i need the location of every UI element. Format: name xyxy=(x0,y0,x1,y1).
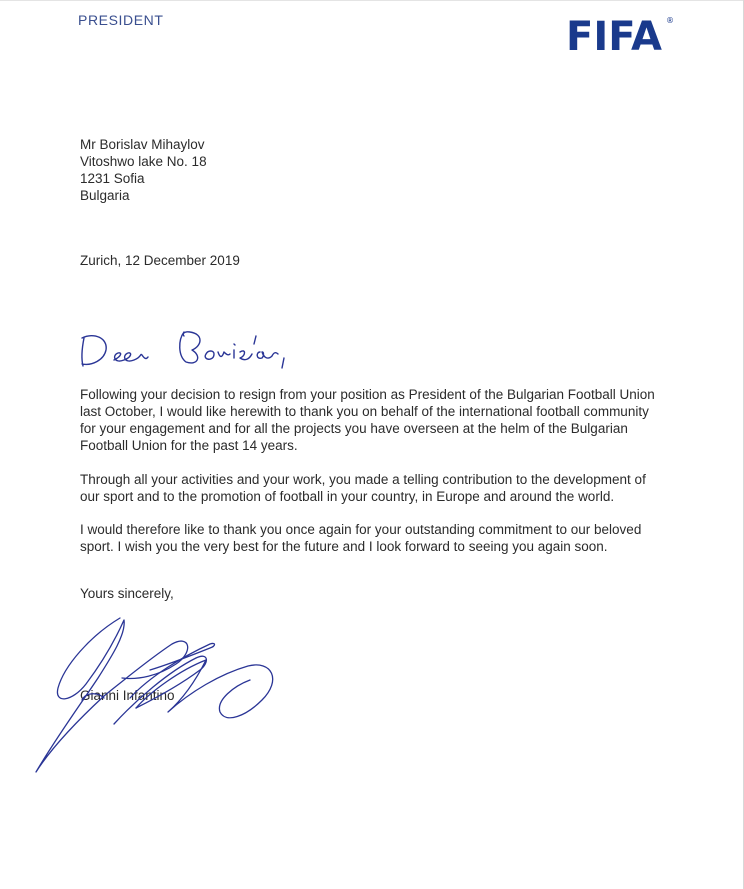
fifa-logo-text: FIFA xyxy=(566,14,662,53)
paragraph-line: sport. I wish you the very best for the future and I look forward to seeing you again soon. xyxy=(80,539,608,554)
fifa-logo xyxy=(566,13,676,58)
salutation-letter-d xyxy=(82,336,106,366)
date-line: Zurich, 12 December 2019 xyxy=(80,253,240,268)
salutation-letter-b xyxy=(180,332,200,363)
paragraph-1 xyxy=(80,386,676,454)
registered-mark: ® xyxy=(666,16,674,25)
closing-line: Yours sincerely, xyxy=(80,586,174,601)
paragraph-line: for your engagement and for all the projects you have overseen at the helm of the Bulgarian xyxy=(80,421,628,436)
paragraph-3 xyxy=(80,521,676,555)
salutation-word-borislav xyxy=(205,336,278,360)
paragraph-line: Football Union for the past 14 years. xyxy=(80,438,298,453)
recipient-address xyxy=(80,136,207,204)
signer-name: Gianni Infantino xyxy=(80,688,175,703)
letterhead-label: PRESIDENT xyxy=(78,12,164,28)
recipient-street: Vitoshwo lake No. 18 xyxy=(80,154,207,169)
handwritten-salutation xyxy=(74,322,314,377)
paragraph-line: our sport and to the promotion of football in your country, in Europe and around the world. xyxy=(80,489,615,504)
paragraph-2 xyxy=(80,471,676,505)
page-edge-top xyxy=(0,0,744,1)
salutation-comma xyxy=(282,358,284,368)
recipient-city: 1231 Sofia xyxy=(80,171,145,186)
salutation-word-dear xyxy=(114,353,148,361)
paragraph-line: Through all your activities and your work, you made a telling contribution to the development of xyxy=(80,472,646,487)
recipient-name: Mr Borislav Mihaylov xyxy=(80,137,205,152)
paragraph-line: I would therefore like to thank you once again for your outstanding commitment to our beloved xyxy=(80,522,642,537)
recipient-country: Bulgaria xyxy=(80,188,130,203)
paragraph-line: Following your decision to resign from your position as President of the Bulgarian Football Union xyxy=(80,387,655,402)
paragraph-line: last October, I would like herewith to thank you on behalf of the international football community xyxy=(80,404,649,419)
